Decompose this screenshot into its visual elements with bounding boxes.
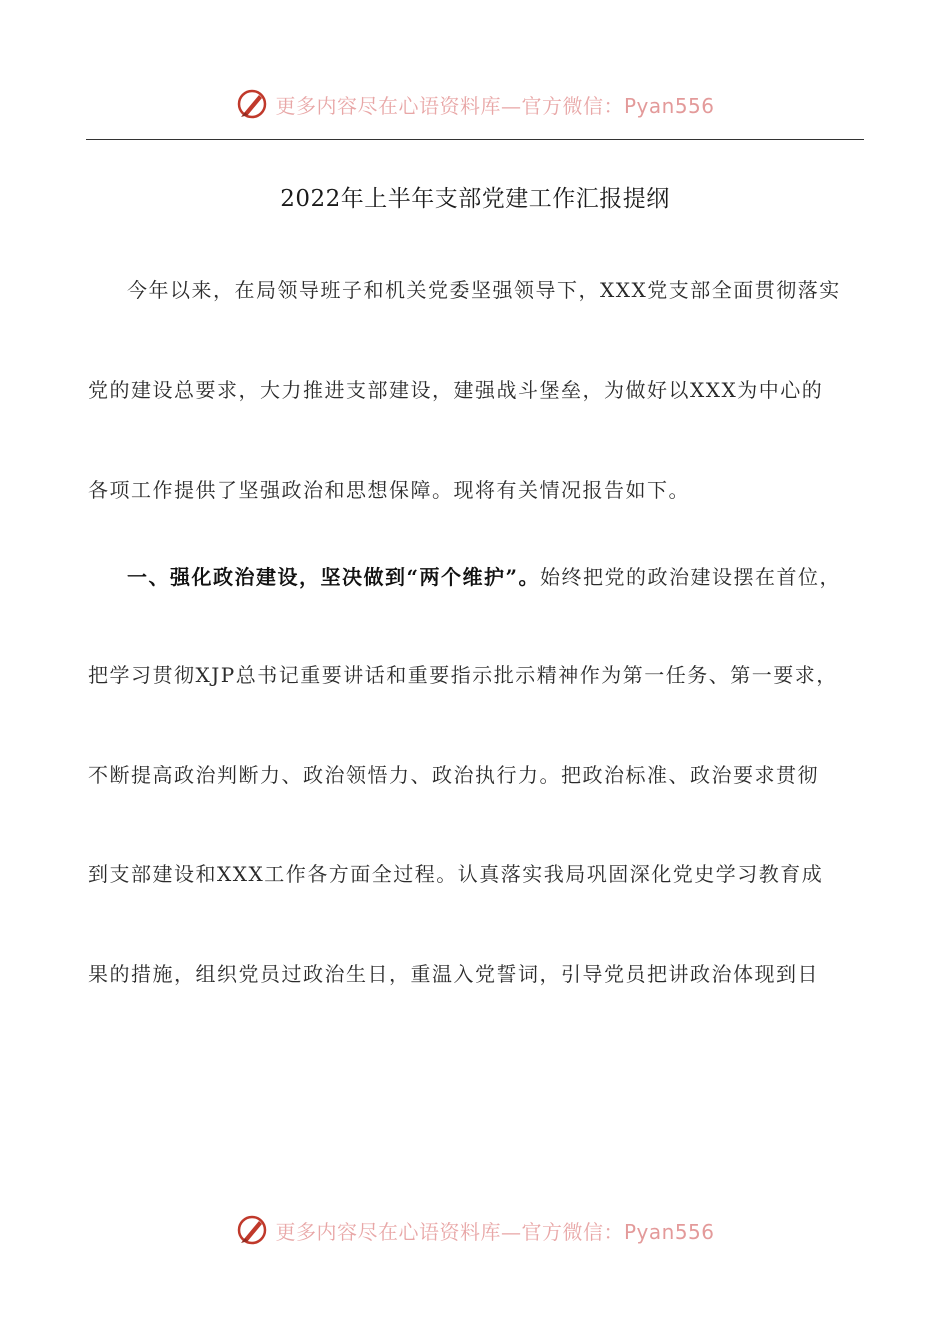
wechat-id: Pyan556 xyxy=(623,93,715,118)
watermark-group xyxy=(235,1213,714,1247)
intro-line-1: 今年以来，在局领导班子和机关党委坚强领导下，XXX党支部全面贯彻落实 xyxy=(127,278,841,302)
intro-line-3: 各项工作提供了坚强政治和思想保障。现将有关情况报告如下。 xyxy=(88,478,690,502)
section1-first-line-text: 始终把党的政治建设摆在首位， xyxy=(540,565,842,589)
section1-line-4: 到支部建设和XXX工作各方面全过程。认真落实我局巩固深化党史学习教育成 xyxy=(88,862,824,886)
header-divider xyxy=(86,139,864,140)
watermark-text: 更多内容尽在心语资料库—官方微信：Pyan556 xyxy=(275,93,715,118)
section1-heading: 一、强化政治建设，坚决做到“两个维护”。 xyxy=(127,565,541,589)
wechat-id: Pyan556 xyxy=(623,1219,715,1244)
header-watermark xyxy=(0,84,950,124)
section1-line-3: 不断提高政治判断力、政治领悟力、政治执行力。把政治标准、政治要求贯彻 xyxy=(88,763,819,787)
section1-line-2: 把学习贯彻XJP总书记重要讲话和重要指示批示精神作为第一任务、第一要求， xyxy=(88,663,838,687)
intro-line-2: 党的建设总要求，大力推进支部建设，建强战斗堡垒，为做好以XXX为中心的 xyxy=(88,378,824,402)
section1-line-5: 果的措施，组织党员过政治生日，重温入党誓词，引导党员把讲政治体现到日 xyxy=(88,962,819,986)
pen-logo-icon xyxy=(235,87,269,121)
pen-logo-icon xyxy=(235,1213,269,1247)
watermark-group xyxy=(235,87,714,121)
footer-watermark xyxy=(0,1210,950,1250)
section1-first-line xyxy=(127,561,841,590)
document-title: 2022年上半年支部党建工作汇报提纲 xyxy=(280,186,670,212)
watermark-text: 更多内容尽在心语资料库—官方微信：Pyan556 xyxy=(275,1219,715,1244)
